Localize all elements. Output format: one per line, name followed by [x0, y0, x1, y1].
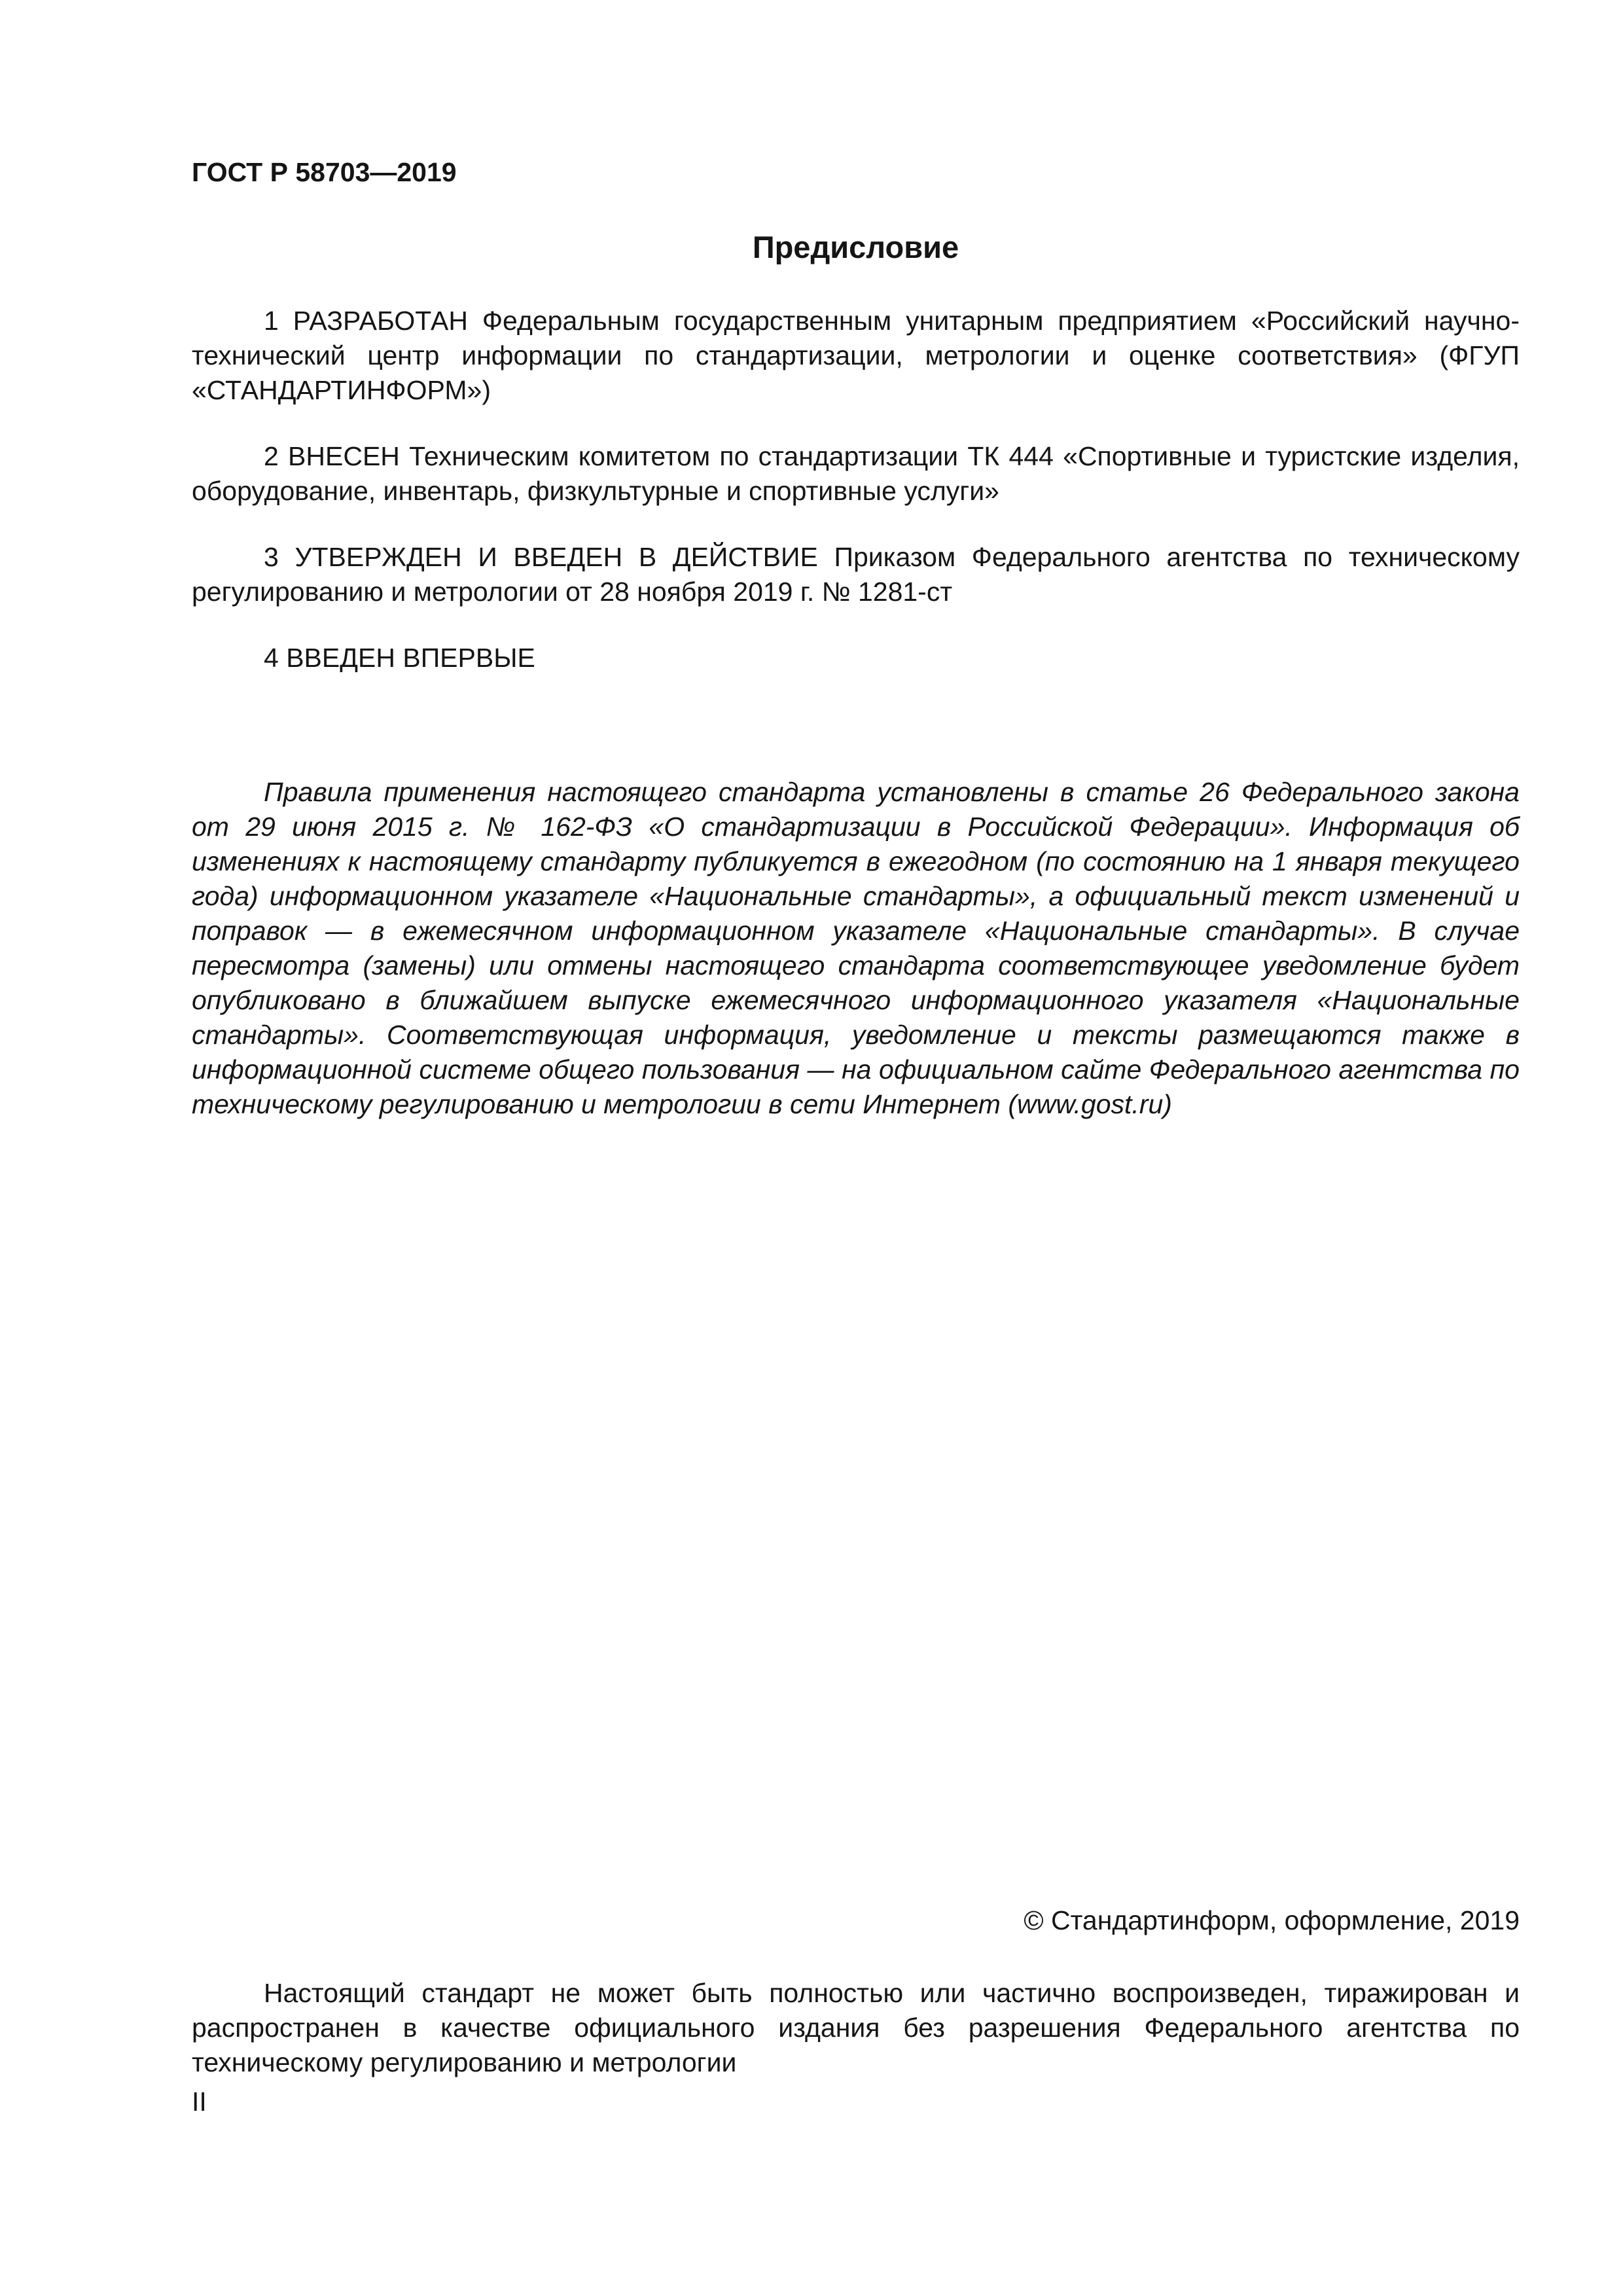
copyright-line: © Стандартинформ, оформление, 2019: [1024, 1905, 1520, 1935]
clause-first-edition: 4 ВВЕДЕН ВПЕРВЫЕ: [264, 643, 535, 673]
standard-code: ГОСТ Р 58703—2019: [192, 157, 457, 187]
page-number: II: [192, 2087, 207, 2117]
preface-title: Предисловие: [752, 230, 959, 264]
application-rules-note: Правила применения настоящего стандарта установлены в статье 26 Федерального закона от 29 июня 2015 г. № 162-ФЗ «О стандартизации в Российской Федерации». Информация об изменениях к настоящему стандарту публикуется в ежегодном (по состоянию на 1 января текущего года) информационном указателе «Национальные стандарты», а официальный текст изменений и поправок — в ежемесячном информационном указателе «Национальные стандарты». В случае пересмотра (замены) или отмены настоящего стандарта соответствующее уведомление будет опубликовано в ближайшем выпуске ежемесячного информационного указателя «Национальные стандарты». Соответствующая информация, уведомление и тексты размещаются также в информационной системе общего пользования — на официальном сайте Федерального агентства по техническому регулированию и метрологии в сети Интернет (www.gost.ru): [192, 777, 1520, 1119]
clause-introduced: 2 ВНЕСЕН Техническим комитетом по стандартизации ТК 444 «Спортивные и туристские изделия, оборудование, инвентарь, физкультурные и спортивные услуги»: [192, 441, 1520, 506]
page-footer: [192, 1903, 1520, 2118]
page-content: [192, 156, 1520, 1122]
reproduction-restriction: Настоящий стандарт не может быть полностью или частично воспроизведен, тиражирован и распространен в качестве официального издания без разрешения Федерального агентства по техническому регулированию и метрологии: [192, 1978, 1520, 2077]
clause-developed: 1 РАЗРАБОТАН Федеральным государственным унитарным предприятием «Российский научно-технический центр информации по стандартизации, метрологии и оценке соответствия» (ФГУП «СТАНДАРТИНФОРМ»): [192, 306, 1520, 405]
clause-approved: 3 УТВЕРЖДЕН И ВВЕДЕН В ДЕЙСТВИЕ Приказом Федерального агентства по техническому регулированию и метрологии от 28 ноября 2019 г. № 1281-ст: [192, 542, 1520, 607]
